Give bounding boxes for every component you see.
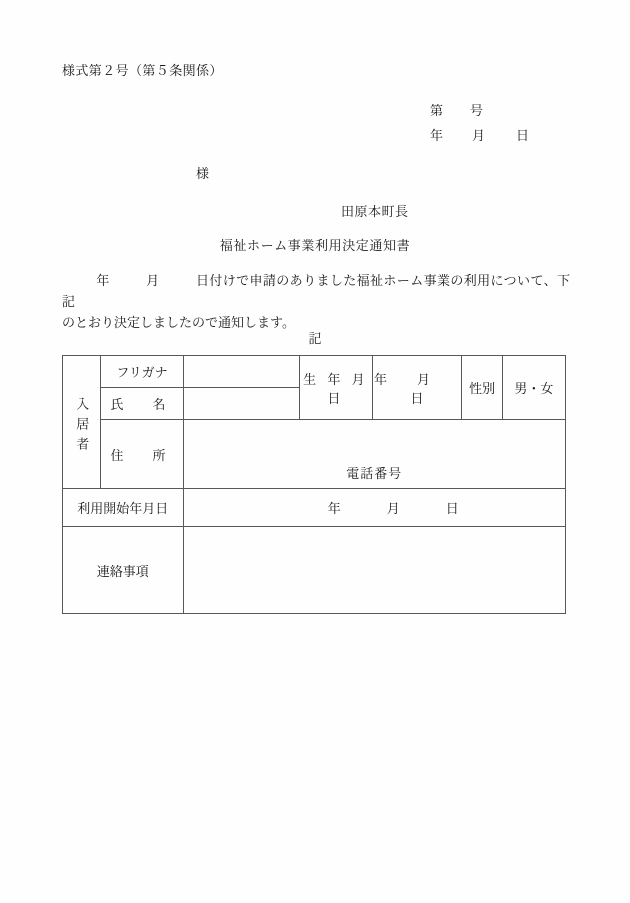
sex-label: 性別 [462,356,502,420]
document-date-day: 日 [516,128,530,143]
dob-day: 日 [410,390,424,406]
resident-vertical-label [63,356,101,489]
dob-month: 月 [417,371,431,387]
document-date-month: 月 [472,128,486,143]
telephone-label: 電話番号 [346,466,403,481]
notes-label: 連絡事項 [63,527,184,614]
body-line1-rest: 日付けで申請のありました福祉ホーム事業の利用について、下記 [62,273,570,309]
date-of-birth-label: 生 年 月 日 [299,356,372,420]
resident-info-table [62,355,566,614]
document-number-block [430,98,550,148]
address-label: 住 所 [101,420,183,489]
start-date-day: 日 [445,501,459,516]
resident-label-text: 入居者 [74,397,90,457]
document-number-suffix: 号 [470,103,484,118]
document-date-row [430,123,550,148]
document-number-row [430,98,550,123]
addressee-honorific: 様 [196,166,210,181]
form-code: 様式第２号（第５条関係） [62,63,223,78]
document-title: 福祉ホーム事業利用決定通知書 [219,238,411,253]
name-label: 氏 名 [101,388,183,420]
notes-value[interactable] [183,527,565,614]
address-value-inner [184,420,565,488]
furigana-value[interactable] [183,356,299,388]
name-value[interactable] [183,388,299,420]
table-row-furigana [63,356,566,388]
start-date-year: 年 [327,501,341,516]
body-date-month: 月 [145,273,160,288]
furigana-label: フリガナ [101,356,183,388]
start-date-month: 月 [386,501,400,516]
body-paragraph [62,270,570,333]
dob-year: 年 [374,371,388,387]
document-number-prefix: 第 [430,103,444,118]
start-date-label: 利用開始年月日 [63,489,184,527]
ki-mark: 記 [308,331,322,346]
address-value[interactable] [183,420,565,489]
date-of-birth-value[interactable] [372,356,462,420]
table-row-start-date [63,489,566,527]
start-date-value[interactable] [183,489,565,527]
table-row-address [63,420,566,489]
issuer-name: 田原本町長 [341,204,409,219]
table-row-notes [63,527,566,614]
body-line2: のとおり決定しましたので通知します。 [62,315,295,330]
sex-value[interactable]: 男・女 [502,356,565,420]
document-date-year: 年 [430,128,444,143]
body-date-year: 年 [96,273,110,288]
